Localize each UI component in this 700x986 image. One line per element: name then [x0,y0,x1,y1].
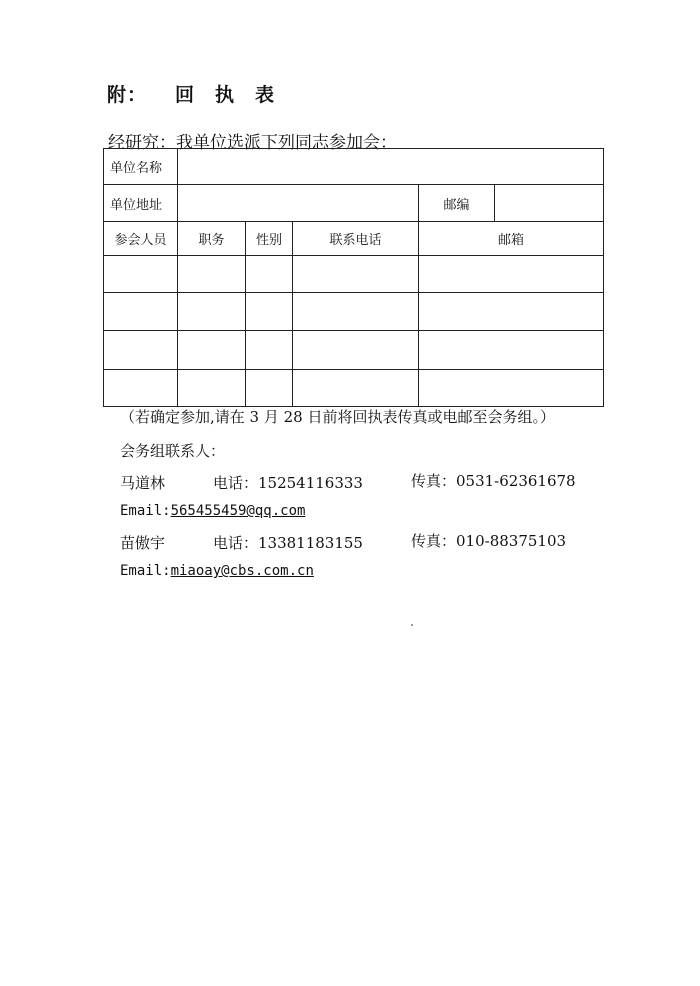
attendee-gender-cell[interactable] [246,331,293,370]
intro-text: 经研究：我单位选派下列同志参加会： [108,133,397,153]
contact-phone: 电话：13381183155 [213,534,363,552]
attendee-row [104,256,604,293]
contact-fax: 传真：010-88375103 [411,532,567,550]
contact-fax: 传真：0531-62361678 [411,472,576,490]
email-label: Email: [120,503,171,519]
unit-name-label: 单位名称 [104,149,178,185]
unit-address-row [104,185,604,222]
attendee-gender-cell[interactable] [246,370,293,407]
email-label: Email: [120,563,171,579]
attendee-gender-cell[interactable] [246,293,293,331]
contact-name: 苗傲宇 [120,534,166,552]
attendee-gender-cell[interactable] [246,256,293,293]
attendee-email-cell[interactable] [419,293,604,331]
attendee-phone-cell[interactable] [293,256,419,293]
attendee-position-cell[interactable] [178,331,246,370]
attendee-position-cell[interactable] [178,370,246,407]
attendee-position-cell[interactable] [178,293,246,331]
unit-address-label: 单位地址 [104,185,178,222]
attachment-label: 附： [107,84,148,106]
attendee-email-cell[interactable] [419,370,604,407]
attendee-name-cell[interactable] [104,293,178,331]
page-heading [107,80,275,107]
postcode-field[interactable] [495,185,604,222]
attendee-phone-cell[interactable] [293,370,419,407]
deadline-note: （若确定参加,请在 3 月 28 日前将回执表传真或电邮至会务组。） [120,408,555,426]
unit-name-field[interactable] [178,149,604,185]
attendee-position-cell[interactable] [178,256,246,293]
contact-email-link[interactable]: miaoay@cbs.com.cn [170,563,314,579]
attendee-header-row [104,222,604,256]
contact-name: 马道林 [120,474,166,492]
attendee-row [104,331,604,370]
attendee-name-cell[interactable] [104,370,178,407]
attendee-row [104,370,604,407]
contact-email-line [120,503,305,519]
contacts-title: 会务组联系人： [120,442,226,460]
scan-speck [411,624,413,626]
unit-name-row [104,149,604,185]
attendee-name-cell[interactable] [104,331,178,370]
column-header-email: 邮箱 [419,222,604,256]
contact-email-link[interactable]: 565455459@qq.com [170,503,306,519]
column-header-position: 职务 [178,222,246,256]
column-header-phone: 联系电话 [293,222,419,256]
unit-address-field[interactable] [178,185,419,222]
contact-email-line [120,563,314,579]
attendee-phone-cell[interactable] [293,331,419,370]
column-header-gender: 性别 [246,222,293,256]
attendee-row [104,293,604,331]
contact-phone: 电话：15254116333 [213,474,363,492]
postcode-label: 邮编 [419,185,495,222]
column-header-attendee: 参会人员 [104,222,178,256]
attendee-name-cell[interactable] [104,256,178,293]
receipt-title: 回 执 表 [175,84,276,106]
attendee-email-cell[interactable] [419,331,604,370]
receipt-form-table [103,148,604,407]
attendee-email-cell[interactable] [419,256,604,293]
attendee-phone-cell[interactable] [293,293,419,331]
